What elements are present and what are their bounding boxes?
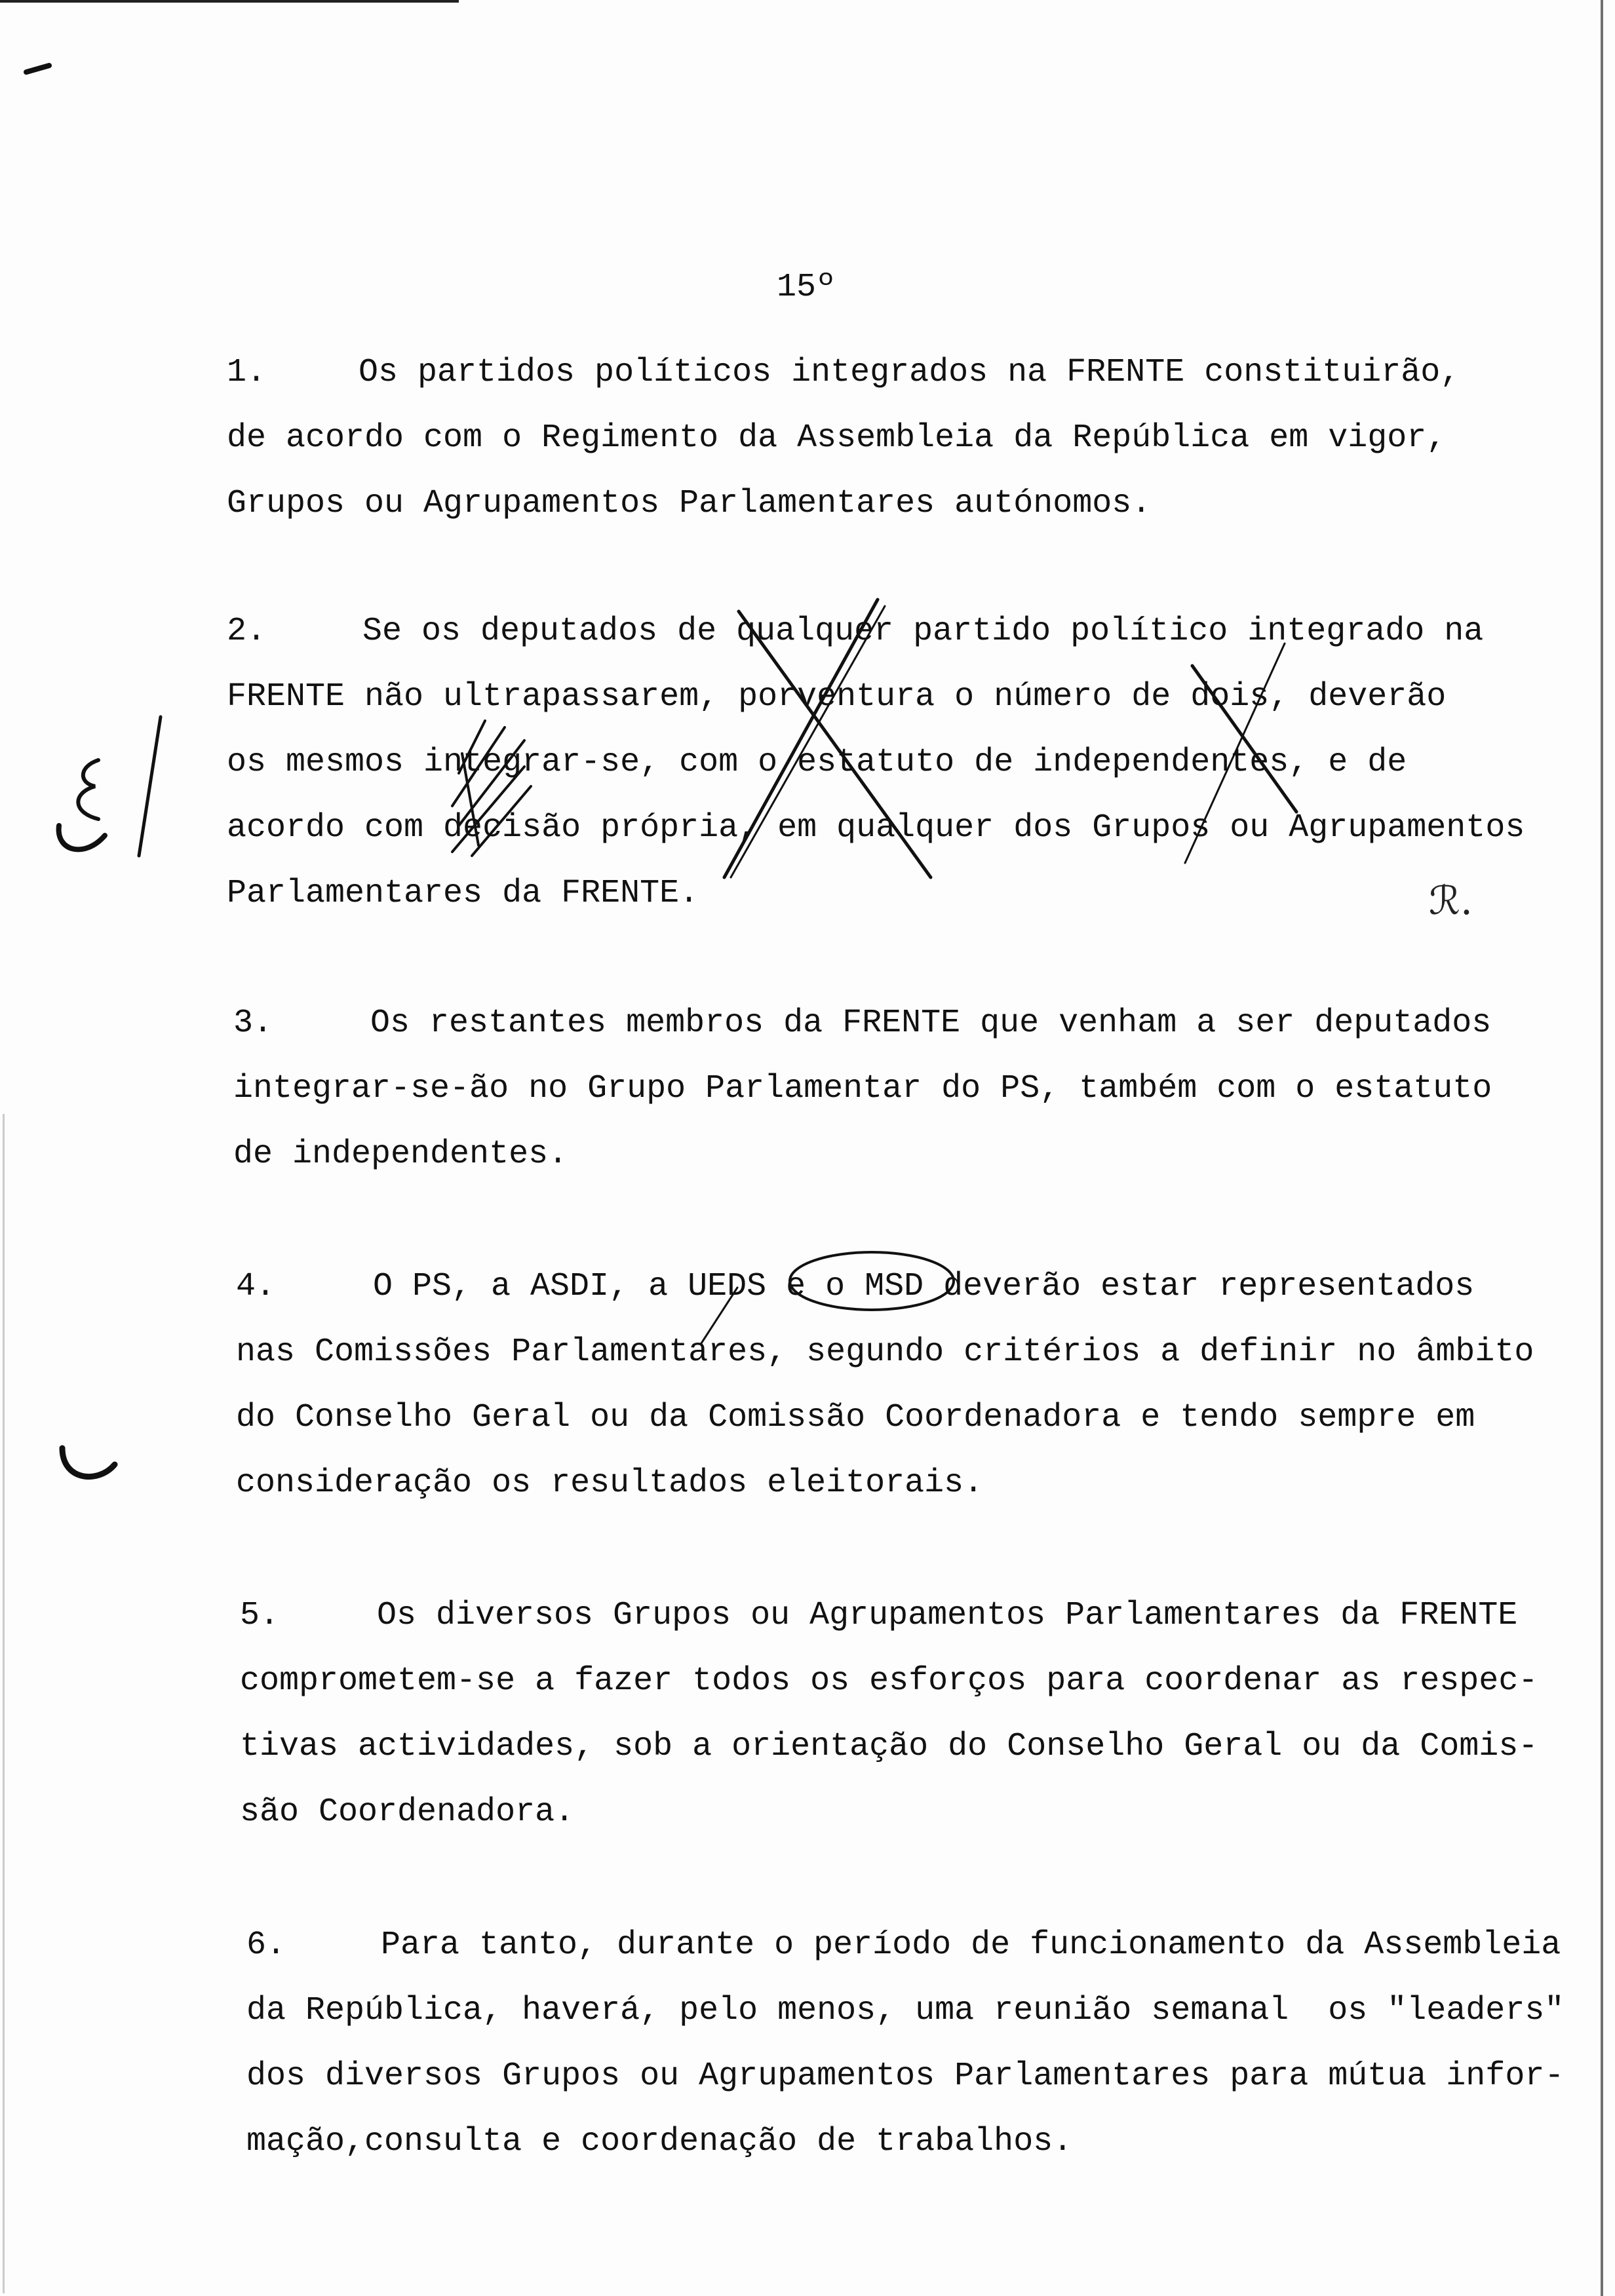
text-line: do Conselho Geral ou da Comissão Coordenadora e tendo sempre em [236, 1399, 1475, 1436]
handwritten-initials: ℛ. [1429, 878, 1473, 924]
text-line: O PS, a ASDI, a UEDS e o MSD deverão estar representados [373, 1268, 1475, 1305]
text-line: mação,consulta e coordenação de trabalhos. [246, 2123, 1073, 2160]
paragraph-number: 2. [227, 613, 267, 650]
margin-bracket-mark [62, 1448, 115, 1477]
smudge-mark [26, 66, 49, 72]
text-line: Grupos ou Agrupamentos Parlamentares autónomos. [227, 485, 1152, 522]
paragraph-number: 3. [233, 1004, 273, 1042]
margin-slash-mark [139, 717, 161, 856]
text-line: FRENTE não ultrapassarem, porventura o número de dois, deverão [227, 678, 1447, 716]
text-line: são Coordenadora. [240, 1793, 575, 1831]
paragraph-number: 4. [236, 1268, 276, 1305]
text-line: Parlamentares da FRENTE. [227, 875, 699, 912]
scan-edge [3, 1114, 5, 2293]
paragraph-6 [246, 1913, 1564, 2175]
paragraph-number: 6. [246, 1926, 286, 1964]
text-line: consideração os resultados eleitorais. [236, 1464, 984, 1502]
paragraph-number: 5. [240, 1597, 280, 1634]
text-line: Se os deputados de qualquer partido político integrado na [362, 613, 1484, 650]
text-line: comprometem-se a fazer todos os esforços para coordenar as respec- [240, 1662, 1538, 1700]
text-line: Os diversos Grupos ou Agrupamentos Parlamentares da FRENTE [377, 1597, 1518, 1634]
text-line: de acordo com o Regimento da Assembleia da República em vigor, [227, 419, 1447, 457]
text-line: acordo com decisão própria, em qualquer dos Grupos ou Agrupamentos [227, 809, 1525, 847]
margin-sigma-mark [78, 760, 98, 819]
text-line: tivas actividades, sob a orientação do Conselho Geral ou da Comis- [240, 1728, 1538, 1765]
margin-bracket-mark [59, 826, 105, 849]
paragraph-2 [227, 599, 1525, 927]
paragraph-number: 1. [227, 354, 267, 391]
text-line: da República, haverá, pelo menos, uma reunião semanal os "leaders" [246, 1992, 1565, 2029]
paragraph-5 [240, 1583, 1538, 1845]
text-line: integrar-se-ão no Grupo Parlamentar do PS, também com o estatuto [233, 1070, 1492, 1107]
text-line: Os partidos políticos integrados na FRENTE constituirão, [359, 354, 1460, 391]
text-line: Para tanto, durante o período de funcionamento da Assembleia [381, 1926, 1561, 1964]
paragraph-3 [233, 991, 1492, 1187]
scan-edge [1601, 0, 1603, 2296]
page-number: 15º [777, 269, 836, 306]
text-line: os mesmos integrar-se, com o estatuto de independentes, e de [227, 744, 1407, 781]
paragraph-1 [227, 340, 1460, 537]
text-line: dos diversos Grupos ou Agrupamentos Parlamentares para mútua infor- [246, 2057, 1565, 2095]
paragraph-4 [236, 1254, 1534, 1516]
scan-edge [0, 0, 459, 3]
text-line: de independentes. [233, 1136, 568, 1173]
text-line: Os restantes membros da FRENTE que venham a ser deputados [370, 1004, 1492, 1042]
text-line: nas Comissões Parlamentares, segundo critérios a definir no âmbito [236, 1333, 1534, 1371]
